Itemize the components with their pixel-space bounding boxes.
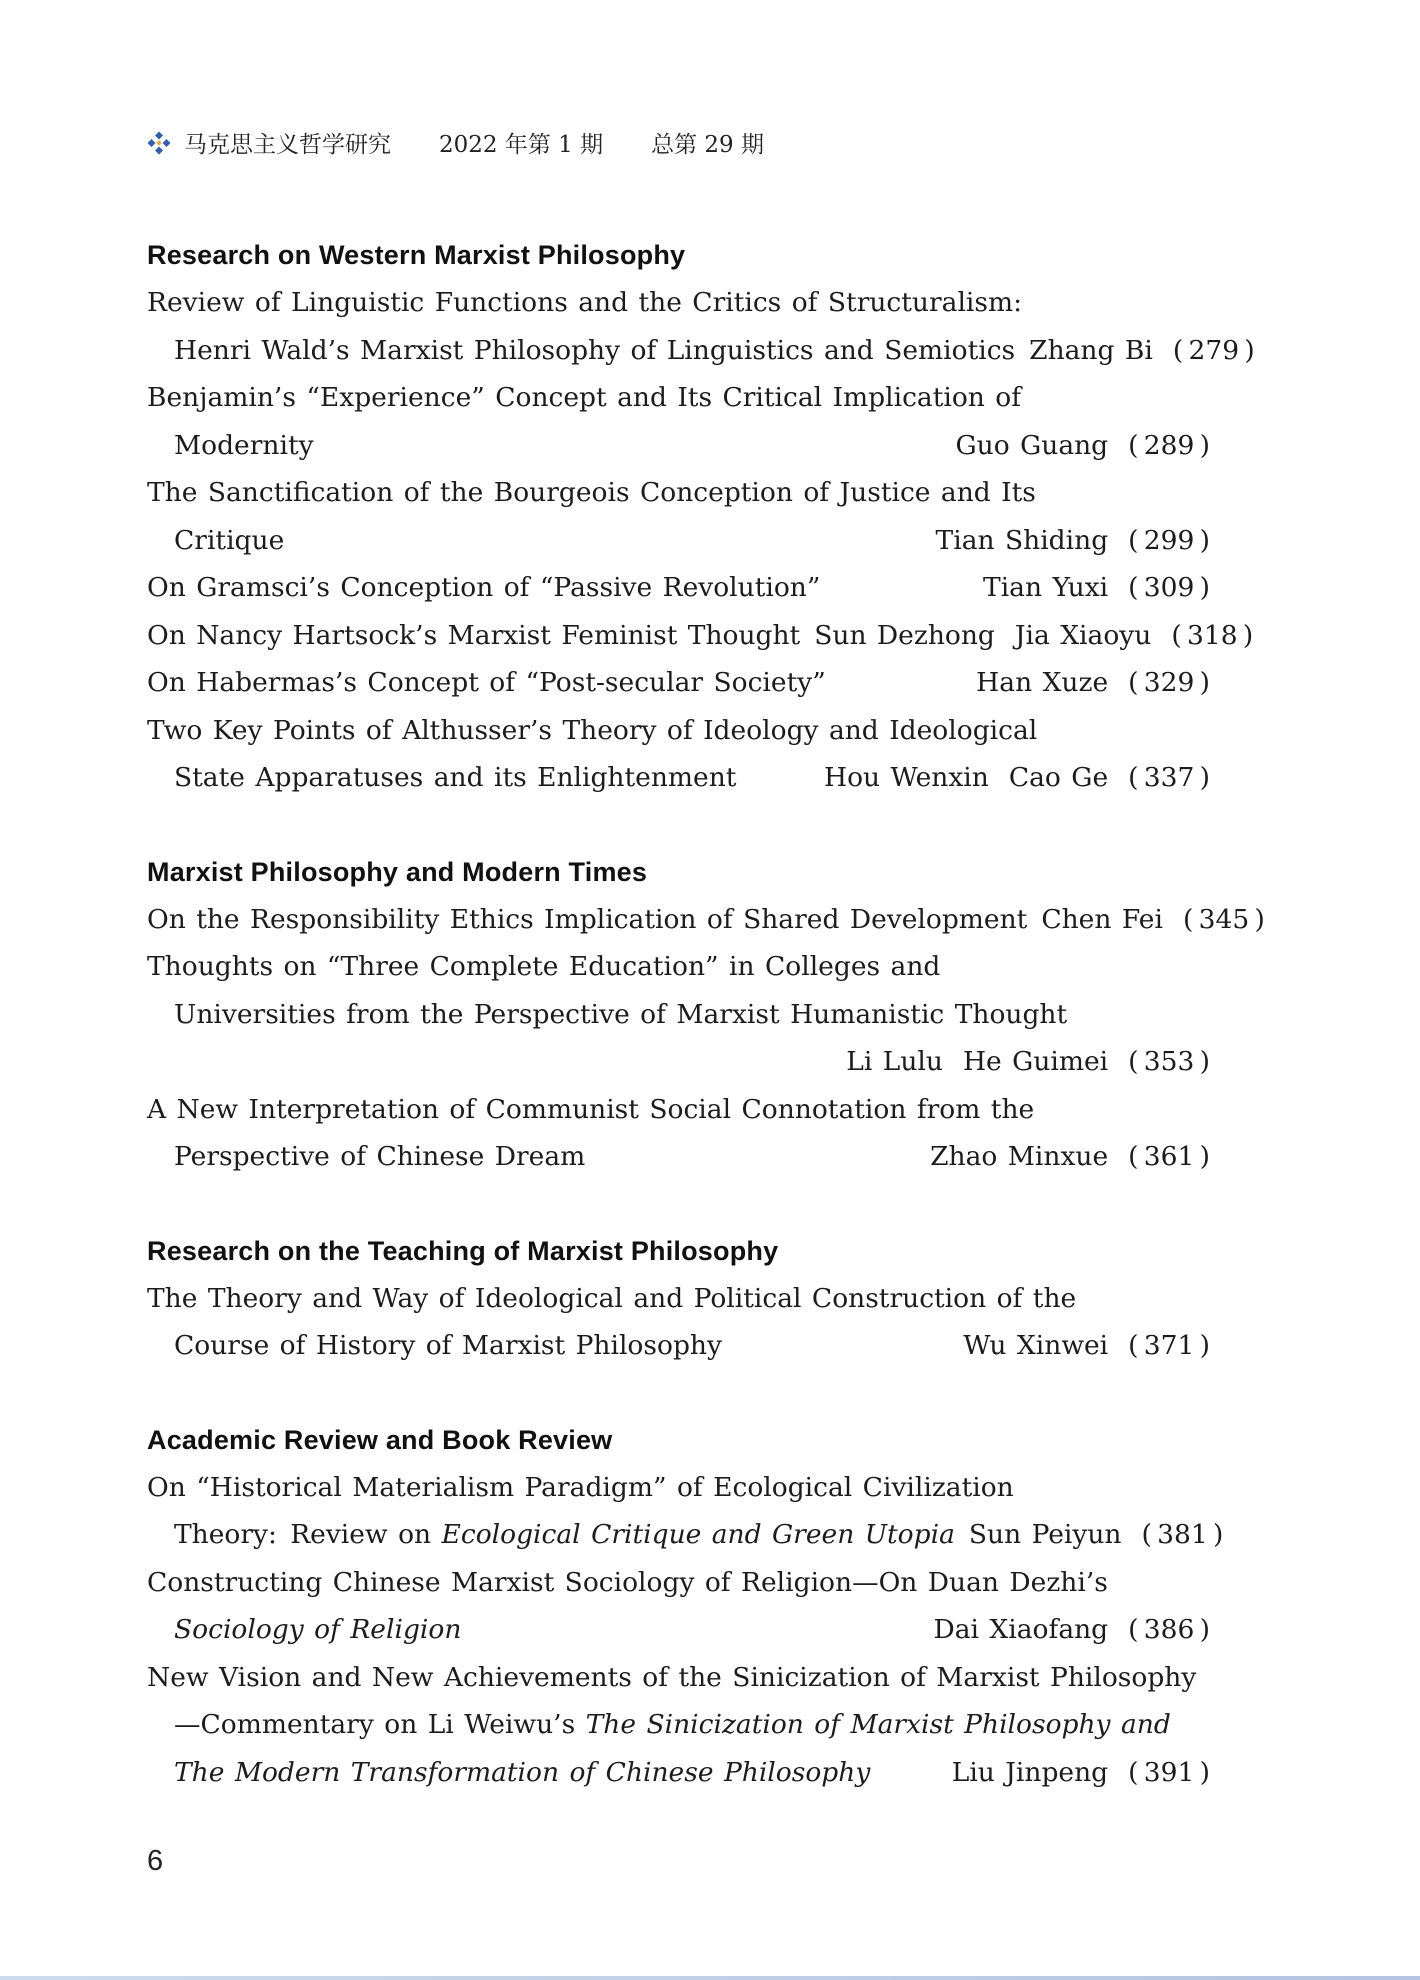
entry-authors-page	[930, 1133, 1210, 1181]
entry-title	[147, 1133, 585, 1181]
author-name: Tian Shiding	[935, 524, 1109, 556]
entry-title	[147, 279, 1022, 327]
entry-page-number: ( 337 )	[1128, 762, 1210, 793]
entry-line	[147, 374, 1210, 422]
entry-authors-page	[976, 659, 1210, 707]
entry-authors-page	[1041, 896, 1264, 944]
entry-title-text: Two Key Points of Althusser’s Theory of Ideology and Ideological	[147, 714, 1038, 746]
toc-entry	[147, 943, 1210, 1086]
entry-title-text: On the Responsibility Ethics Implication of Shared Development	[147, 903, 1028, 935]
entry-title-text: New Vision and New Achievements of the Sinicization of Marxist Philosophy	[147, 1661, 1197, 1693]
entry-line	[147, 564, 1210, 612]
entry-title	[147, 1511, 955, 1559]
entry-title-text: —Commentary on Li Weiwu’s	[174, 1709, 586, 1740]
entry-title	[147, 1322, 722, 1370]
entry-line	[147, 943, 1210, 991]
entry-page-number: ( 371 )	[1128, 1330, 1210, 1361]
entry-title	[147, 991, 1067, 1039]
entry-title	[147, 1749, 870, 1797]
toc-entry	[147, 1654, 1210, 1797]
toc	[147, 232, 1265, 1796]
toc-entry	[147, 659, 1210, 707]
entry-authors-page	[936, 517, 1210, 565]
entry-line	[147, 1275, 1210, 1323]
entry-page-number: ( 391 )	[1128, 1756, 1210, 1788]
entry-line	[147, 1559, 1210, 1607]
entry-title-italic-text: The Sinicization of Marxist Philosophy and	[585, 1709, 1171, 1740]
entry-line	[147, 422, 1210, 470]
entry-title-text: Course of History of Marxist Philosophy	[174, 1330, 722, 1361]
entry-title-italic-text: Ecological Critique and Green Utopia	[441, 1519, 955, 1550]
entry-authors-page	[955, 422, 1210, 470]
toc-entry	[147, 374, 1210, 469]
entry-authors-page	[824, 754, 1210, 802]
entry-authors-page	[814, 612, 1253, 660]
entry-authors-page	[963, 1322, 1210, 1370]
entry-title	[147, 707, 1037, 755]
author-name: Li Lulu	[846, 1046, 943, 1077]
entry-line	[147, 1606, 1210, 1654]
entry-title-text: Critique	[174, 524, 285, 556]
entry-title-text: On “Historical Materialism Paradigm” of Ecological Civilization	[147, 1471, 1014, 1503]
toc-entry	[147, 279, 1255, 374]
entry-page-number: ( 386 )	[1128, 1614, 1210, 1645]
entry-page-number: ( 381 )	[1141, 1519, 1224, 1550]
entry-title	[147, 612, 800, 660]
entry-title	[147, 374, 1021, 422]
entry-title-text: The Theory and Way of Ideological and Political Construction of the	[147, 1282, 1077, 1314]
entry-line	[147, 1749, 1210, 1797]
entry-title-text: Henri Wald’s Marxist Philosophy of Linguistics and Semiotics	[174, 334, 1016, 366]
author-name: Sun Dezhong	[814, 619, 995, 651]
issue-info: 2022 年第 1 期	[439, 132, 604, 158]
entry-title-italic-text: The Modern Transformation of Chinese Philosophy	[174, 1756, 871, 1788]
toc-entry	[147, 469, 1210, 564]
entry-title	[147, 564, 820, 612]
author-name: Jia Xiaoyu	[1014, 619, 1152, 651]
entry-title	[147, 659, 826, 707]
section-heading: Academic Review and Book Review	[147, 1424, 613, 1455]
entry-title	[147, 1275, 1076, 1323]
entry-line	[147, 659, 1210, 707]
entry-page-number: ( 279 )	[1172, 334, 1255, 366]
entry-line	[147, 1086, 1210, 1134]
entry-line	[147, 1654, 1210, 1702]
entry-title-text: Universities from the Perspective of Marxist Humanistic Thought	[174, 998, 1068, 1030]
entry-page-number: ( 345 )	[1182, 903, 1265, 935]
entry-title-italic-text: Sociology of Religion	[174, 1614, 462, 1645]
entry-line	[147, 991, 1210, 1039]
journal-title: 马克思主义哲学研究	[184, 132, 391, 158]
entry-title	[147, 422, 314, 470]
journal-header	[147, 126, 764, 159]
entry-authors-page	[983, 564, 1210, 612]
toc-entry	[147, 612, 1254, 660]
entry-title-text: On Habermas’s Concept of “Post-secular Society”	[147, 667, 826, 698]
entry-line	[147, 1511, 1224, 1559]
author-name: Sun Peiyun	[968, 1519, 1122, 1550]
entry-title	[147, 1606, 461, 1654]
entry-title-text: Modernity	[174, 429, 314, 461]
entry-page-number: ( 353 )	[1128, 1046, 1210, 1077]
entry-authors-page	[846, 1038, 1210, 1086]
entry-title	[147, 1086, 1034, 1134]
toc-entry	[147, 1559, 1210, 1654]
entry-title-text: On Nancy Hartsock’s Marxist Feminist Thought	[147, 619, 801, 651]
entry-title	[147, 943, 940, 991]
section-heading: Research on the Teaching of Marxist Philosophy	[147, 1235, 779, 1266]
entry-title	[147, 754, 736, 802]
entry-line	[147, 754, 1210, 802]
entry-title	[147, 896, 1027, 944]
entry-title	[147, 1654, 1196, 1702]
entry-line	[147, 1322, 1210, 1370]
entry-line	[147, 1133, 1210, 1181]
entry-title	[147, 517, 284, 565]
entry-line	[147, 517, 1210, 565]
author-name: Zhang Bi	[1029, 334, 1153, 366]
entry-line	[147, 1038, 1210, 1086]
entry-title-text: State Apparatuses and its Enlightenment	[174, 762, 737, 793]
entry-title	[147, 469, 1036, 517]
entry-title-text: Thoughts on “Three Complete Education” in Colleges and	[147, 951, 941, 982]
entry-page-number: ( 289 )	[1128, 429, 1210, 461]
entry-page-number: ( 361 )	[1128, 1141, 1210, 1172]
toc-entry	[147, 564, 1210, 612]
author-name: He Guimei	[962, 1046, 1109, 1077]
entry-title	[147, 1464, 1014, 1512]
entry-title-text: Constructing Chinese Marxist Sociology of Religion—On Duan Dezhi’s	[147, 1566, 1108, 1598]
author-name: Liu Jinpeng	[951, 1756, 1109, 1788]
author-name: Cao Ge	[1008, 762, 1109, 793]
author-name: Zhao Minxue	[930, 1141, 1109, 1172]
entry-line	[147, 896, 1265, 944]
entry-title	[147, 1701, 1171, 1749]
entry-page-number: ( 299 )	[1128, 524, 1210, 556]
author-name: Hou Wenxin	[823, 762, 989, 793]
entry-line	[147, 612, 1254, 660]
author-name: Guo Guang	[955, 429, 1109, 461]
author-name: Wu Xinwei	[963, 1330, 1109, 1361]
entry-line	[147, 1701, 1210, 1749]
toc-entry	[147, 1086, 1210, 1181]
author-name: Han Xuze	[976, 667, 1109, 698]
entry-authors-page	[952, 1749, 1210, 1797]
ornament-gold-diamond	[156, 140, 162, 146]
author-name: Dai Xiaofang	[933, 1614, 1109, 1645]
author-name: Chen Fei	[1041, 903, 1163, 935]
entry-line	[147, 469, 1210, 517]
entry-title-text: The Sanctification of the Bourgeois Conception of Justice and Its	[147, 477, 1036, 508]
toc-entry	[147, 1464, 1224, 1559]
entry-page-number: ( 329 )	[1128, 667, 1210, 698]
entry-title-text: On Gramsci’s Conception of “Passive Revolution”	[147, 572, 821, 603]
entry-title-text: A New Interpretation of Communist Social Connotation from the	[147, 1093, 1035, 1125]
section-heading: Marxist Philosophy and Modern Times	[147, 856, 648, 887]
entry-title	[147, 327, 1015, 375]
entry-line	[147, 279, 1210, 327]
entry-title-text: Theory: Review on	[174, 1519, 442, 1550]
entry-line	[147, 1464, 1210, 1512]
toc-entry	[147, 896, 1265, 944]
volume-info: 总第 29 期	[651, 132, 764, 158]
toc-entry	[147, 1275, 1210, 1370]
entry-authors-page	[1029, 327, 1255, 375]
entry-title	[147, 1559, 1108, 1607]
entry-title-text: Perspective of Chinese Dream	[174, 1141, 586, 1172]
entry-page-number: ( 309 )	[1128, 572, 1210, 603]
entry-line	[147, 327, 1255, 375]
page-number: 6	[147, 1845, 164, 1877]
entry-line	[147, 707, 1210, 755]
author-name: Tian Yuxi	[983, 572, 1109, 603]
toc-entry	[147, 707, 1210, 802]
bottom-edge-line	[0, 1976, 1420, 1980]
entry-authors-page	[969, 1511, 1223, 1559]
section-heading: Research on Western Marxist Philosophy	[147, 240, 686, 270]
entry-title-text: Review of Linguistic Functions and the Critics of Structuralism:	[147, 287, 1023, 318]
entry-authors-page	[933, 1606, 1210, 1654]
diamond-cluster-ornament-icon	[147, 131, 171, 155]
entry-title-text: Benjamin’s “Experience” Concept and Its Critical Implication of	[147, 382, 1022, 413]
entry-page-number: ( 318 )	[1171, 619, 1254, 651]
